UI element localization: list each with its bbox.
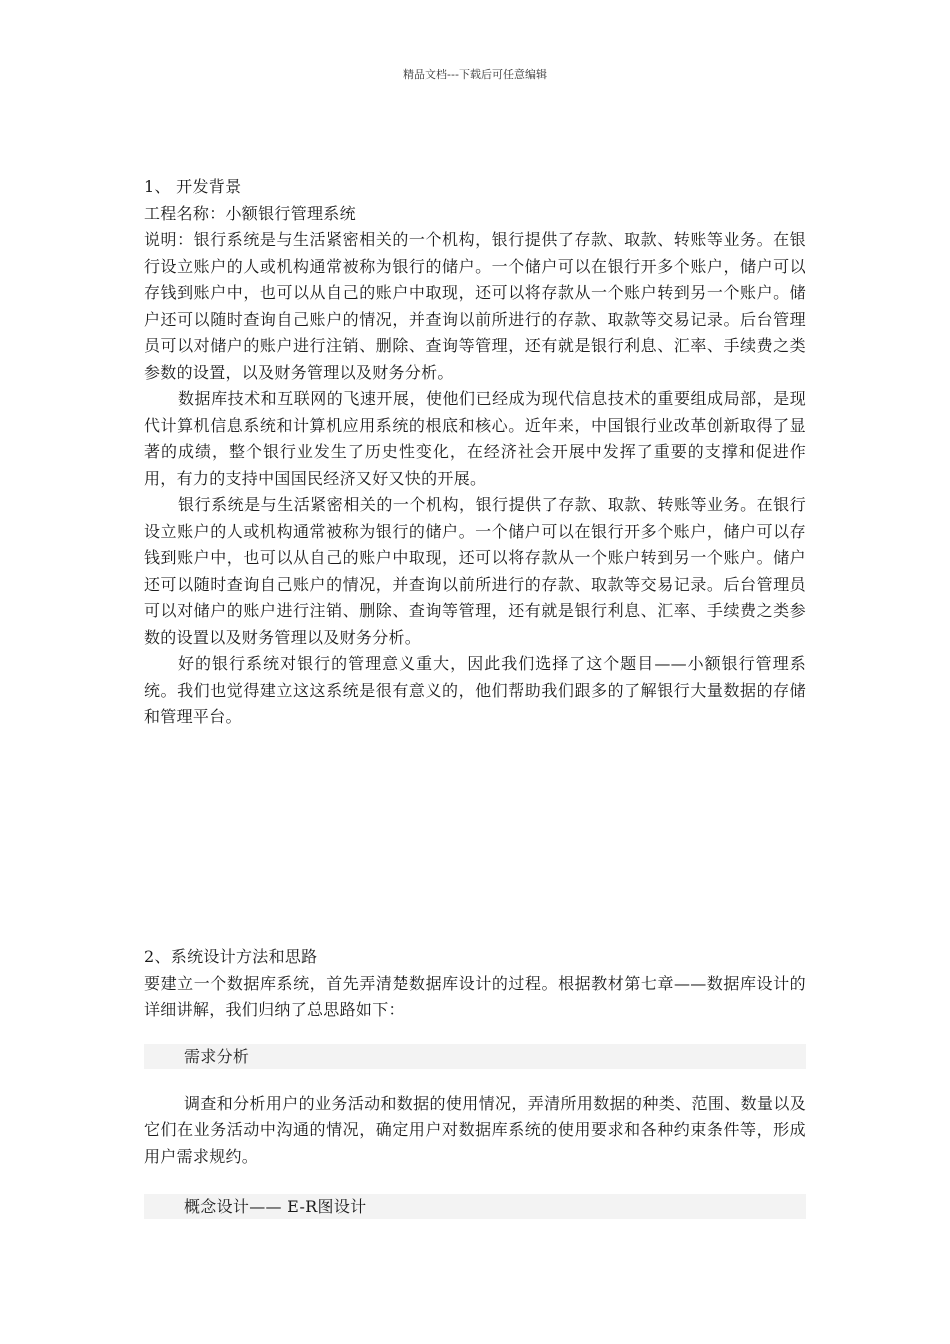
step-title-requirements: 需求分析	[144, 1044, 806, 1069]
section-background	[144, 174, 806, 731]
section-heading: 1、 开发背景	[144, 177, 242, 196]
section-design-method	[144, 944, 806, 1219]
description-paragraph: 说明：银行系统是与生活紧密相关的一个机构，银行提供了存款、取款、转账等业务。在银行设立账户的人或机构通常被称为银行的储户。一个储户可以在银行开多个账户，储户可以存钱到账户中，也可以从自己的账户中取现，还可以将存款从一个账户转到另一个账户。储户还可以随时查询自己账户的情况，并查询以前所进行的存款、取款等交易记录。后台管理员可以对储户的账户进行注销、删除、查询等管理，还有就是银行利息、汇率、手续费之类参数的设置，以及财务管理以及财务分析。	[144, 230, 806, 382]
step-description: 调查和分析用户的业务活动和数据的使用情况，弄清所用数据的种类、范围、数量以及它们在业务活动中沟通的情况，确定用户对数据库系统的使用要求和各种约束条件等，形成用户需求规约。	[144, 1093, 806, 1166]
body-paragraph: 数据库技术和互联网的飞速开展，使他们已经成为现代信息技术的重要组成局部，是现代计算机信息系统和计算机应用系统的根底和核心。近年来，中国银行业改革创新取得了显著的成绩，整个银行业发生了历史性变化，在经济社会开展中发挥了重要的支撑和促进作用，有力的支持中国国民经济又好又快的开展。	[144, 389, 806, 488]
body-paragraph: 银行系统是与生活紧密相关的一个机构，银行提供了存款、取款、转账等业务。在银行设立账户的人或机构通常被称为银行的储户。一个储户可以在银行开多个账户，储户可以存钱到账户中，也可以从自己的账户中取现，还可以将存款从一个账户转到另一个账户。储户还可以随时查询自己账户的情况，并查询以前所进行的存款、取款等交易记录。后台管理员可以对储户的账户进行注销、删除、查询等管理，还有就是银行利息、汇率、手续费之类参数的设置以及财务管理以及财务分析。	[144, 495, 806, 647]
page-header: 精品文档---下载后可任意编辑	[403, 68, 547, 81]
section-heading: 2、系统设计方法和思路	[144, 947, 318, 966]
intro-paragraph: 要建立一个数据库系统，首先弄清楚数据库设计的过程。根据教材第七章——数据库设计的详细讲解，我们归纳了总思路如下：	[144, 973, 806, 1019]
body-paragraph: 好的银行系统对银行的管理意义重大，因此我们选择了这个题目——小额银行管理系统。我们也觉得建立这这系统是很有意义的，他们帮助我们跟多的了解银行大量数据的存储和管理平台。	[144, 654, 806, 726]
step-title-conceptual-design: 概念设计—— E-R图设计	[144, 1194, 806, 1219]
project-name: 工程名称：小额银行管理系统	[144, 203, 356, 223]
